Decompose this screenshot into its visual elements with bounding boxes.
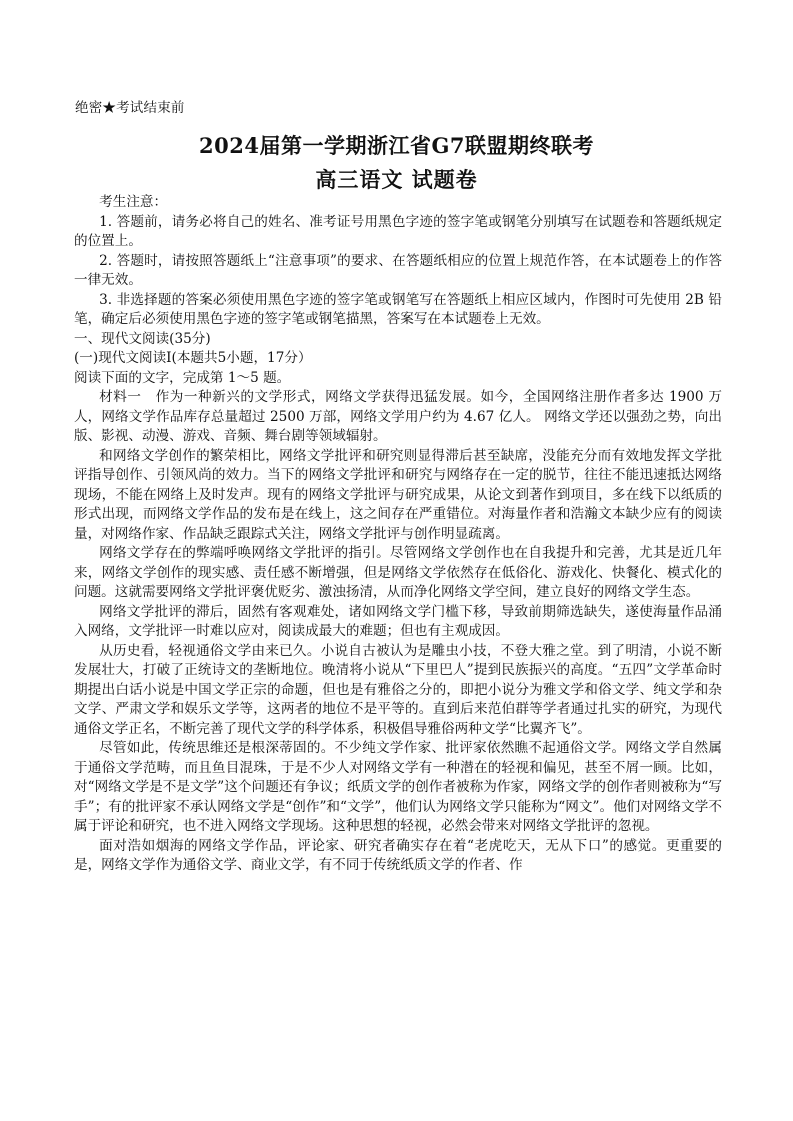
exam-subtitle: 高三语文 试题卷 [315, 167, 478, 192]
passage-paragraph: 从历史看，轻视通俗文学由来已久。小说自古被认为是雕虫小技，不登大雅之堂。到了明清，小说不断发展壮大，打破了正统诗文的垄断地位。晚清将小说从“下里巴人”提到民族振兴的高度。“五四”文学革命时期提出白话小说是中国文学正宗的命题，但也是有雅俗之分的，即把小说分为雅文学和俗文学、纯文学和杂文学、严肃文学和娱乐文学等，这两者的地位不是平等的。直到后来范伯群等学者通过扎实的研究，为现代通俗文学正名，不断完善了现代文学的科学体系，积极倡导雅俗两种文学“比翼齐飞”。 [74, 642, 722, 737]
confidential-mark: 绝密★考试结束前 [75, 100, 185, 116]
section-part-title: 一、现代文阅读(35分) [74, 330, 211, 347]
exam-title: 2024届第一学期浙江省G7联盟期终联考 [199, 133, 594, 158]
passage-paragraph: 和网络文学创作的繁荣相比，网络文学批评和研究则显得滞后甚至缺席，没能充分而有效地发挥文学批评指导创作、引领风尚的效力。当下的网络文学批评和研究与网络存在一定的脱节，往往不能迅速抵达网络现场，不能在网络上及时发声。现有的网络文学批评与研究成果，从论文到著作到项目，多在线下以纸质的形式出现，而网络文学作品的发布是在线上，这之间存在严重错位。对海量作者和浩瀚文本缺少应有的阅读量，对网络作家、作品缺乏跟踪式关注，网络文学批评与创作明显疏离。 [74, 447, 722, 542]
passage-paragraph: 材料一 作为一种新兴的文学形式，网络文学获得迅猛发展。如今，全国网络注册作者多达 1900 万人，网络文学作品库存总量超过 2500 万部，网络文学用户约为 4.67 亿人。 网络文学还以强劲之势，向出版、影视、动漫、游戏、音频、舞台剧等领域辐射。 [74, 389, 722, 444]
notice-item-3: 3. 非选择题的答案必须使用黑色字迹的签字笔或钢笔写在答题纸上相应区域内，作图时可先使用 2B 铅笔，确定后必须使用黑色字迹的签字笔或钢笔描黑，答案写在本试题卷上无效。 [74, 291, 722, 327]
section-instruction: 阅读下面的文字，完成第 1～5 题。 [74, 369, 291, 386]
section-sub-title: (一)现代文阅读Ⅰ(本题共5小题，17分） [74, 350, 312, 366]
passage-paragraph: 面对浩如烟海的网络文学作品，评论家、研究者确实存在着“老虎吃天，无从下口”的感觉。更重要的是，网络文学作为通俗文学、商业文学，有不同于传统纸质文学的作者、作 [74, 837, 722, 873]
exam-body [74, 193, 722, 876]
notice-heading: 考生注意： [99, 194, 168, 210]
passage-paragraph: 网络文学批评的滞后，固然有客观难处，诸如网络文学门槛下移，导致前期筛选缺失，遂使海量作品涌入网络，文学批评一时难以应对，阅读成最大的难题；但也有主观成因。 [74, 603, 722, 639]
passage-paragraph: 尽管如此，传统思维还是根深蒂固的。不少纯文学作家、批评家依然瞧不起通俗文学。网络文学自然属于通俗文学范畴，而且鱼目混珠，于是不少人对网络文学有一种潜在的轻视和偏见，甚至不屑一顾。比如，对“网络文学是不是文学”这个问题还有争议；纸质文学的创作者被称为作家，网络文学的创作者则被称为“写手”；有的批评家不承认网络文学是“创作”和“文学”，他们认为网络文学只能称为“网文”。他们对网络文学不属于评论和研究，也不进入网络文学现场。这种思想的轻视，必然会带来对网络文学批评的忽视。 [74, 740, 722, 834]
notice-item-2: 2. 答题时，请按照答题纸上“注意事项”的要求、在答题纸相应的位置上规范作答，在本试题卷上的作答一律无效。 [74, 252, 722, 288]
notice-item-1: 1. 答题前，请务必将自己的姓名、准考证号用黑色字迹的签字笔或钢笔分别填写在试题卷和答题纸规定的位置上。 [74, 213, 722, 249]
passage-paragraph: 网络文学存在的弊端呼唤网络文学批评的指引。尽管网络文学创作也在自我提升和完善，尤其是近几年来，网络文学创作的现实感、责任感不断增强，但是网络文学依然存在低俗化、游戏化、快餐化、模式化的问题。这就需要网络文学批评褒优贬劣、激浊扬清，从而净化网络文学空间，建立良好的网络文学生态。 [74, 545, 722, 600]
